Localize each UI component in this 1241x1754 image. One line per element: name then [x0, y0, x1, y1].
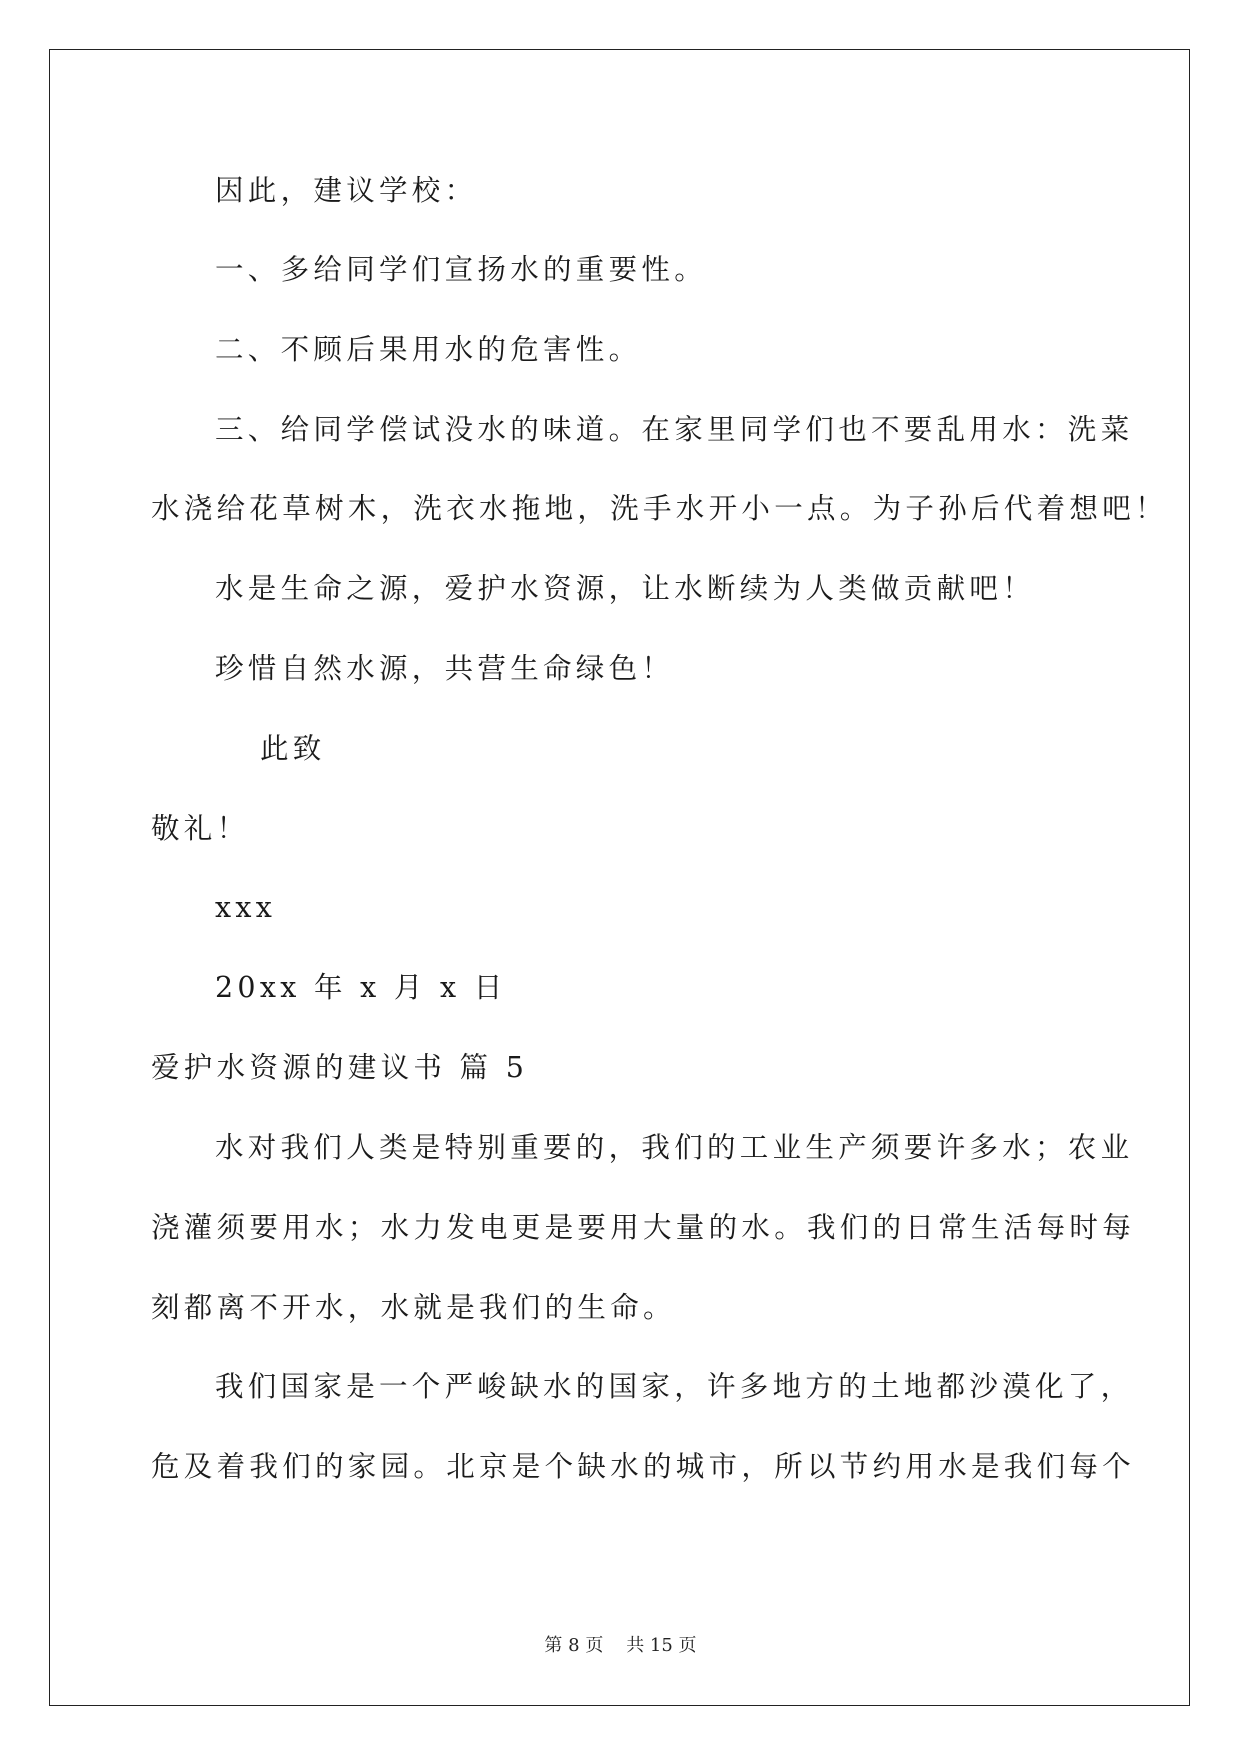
paragraph-line: 浇灌须要用水；水力发电更是要用大量的水。我们的日常生活每时每: [151, 1211, 1136, 1244]
paragraph-line: 我们国家是一个严峻缺水的国家，许多地方的土地都沙漠化了，: [215, 1370, 1134, 1403]
section-heading: 爱护水资源的建议书 篇 5: [151, 1051, 529, 1084]
paragraph-line: 水浇给花草树木，洗衣水拖地，洗手水开小一点。为子孙后代着想吧！: [151, 492, 1168, 525]
page-number-footer: 第 8 页 共 15 页: [544, 1635, 697, 1656]
paragraph-line: 水是生命之源，爱护水资源，让水断续为人类做贡献吧！: [215, 572, 1036, 605]
paragraph-line: 一、多给同学们宣扬水的重要性。: [215, 253, 708, 286]
signature-name: xxx: [215, 891, 277, 924]
paragraph-line: 水对我们人类是特别重要的，我们的工业生产须要许多水；农业: [215, 1131, 1134, 1164]
paragraph-line: 二、不顾后果用水的危害性。: [215, 333, 642, 366]
paragraph-line: 刻都离不开水，水就是我们的生命。: [151, 1291, 676, 1324]
signature-date: 20xx 年 x 月 x 日: [215, 971, 507, 1004]
paragraph-line: 珍惜自然水源，共营生命绿色！: [215, 652, 675, 685]
paragraph-line: 三、给同学偿试没水的味道。在家里同学们也不要乱用水：洗菜: [215, 413, 1134, 446]
closing-salutation: 此致: [260, 732, 326, 765]
paragraph-line: 危及着我们的家园。北京是个缺水的城市，所以节约用水是我们每个: [151, 1450, 1136, 1483]
paragraph-line: 因此，建议学校：: [215, 174, 478, 207]
closing-regards: 敬礼！: [151, 812, 250, 845]
